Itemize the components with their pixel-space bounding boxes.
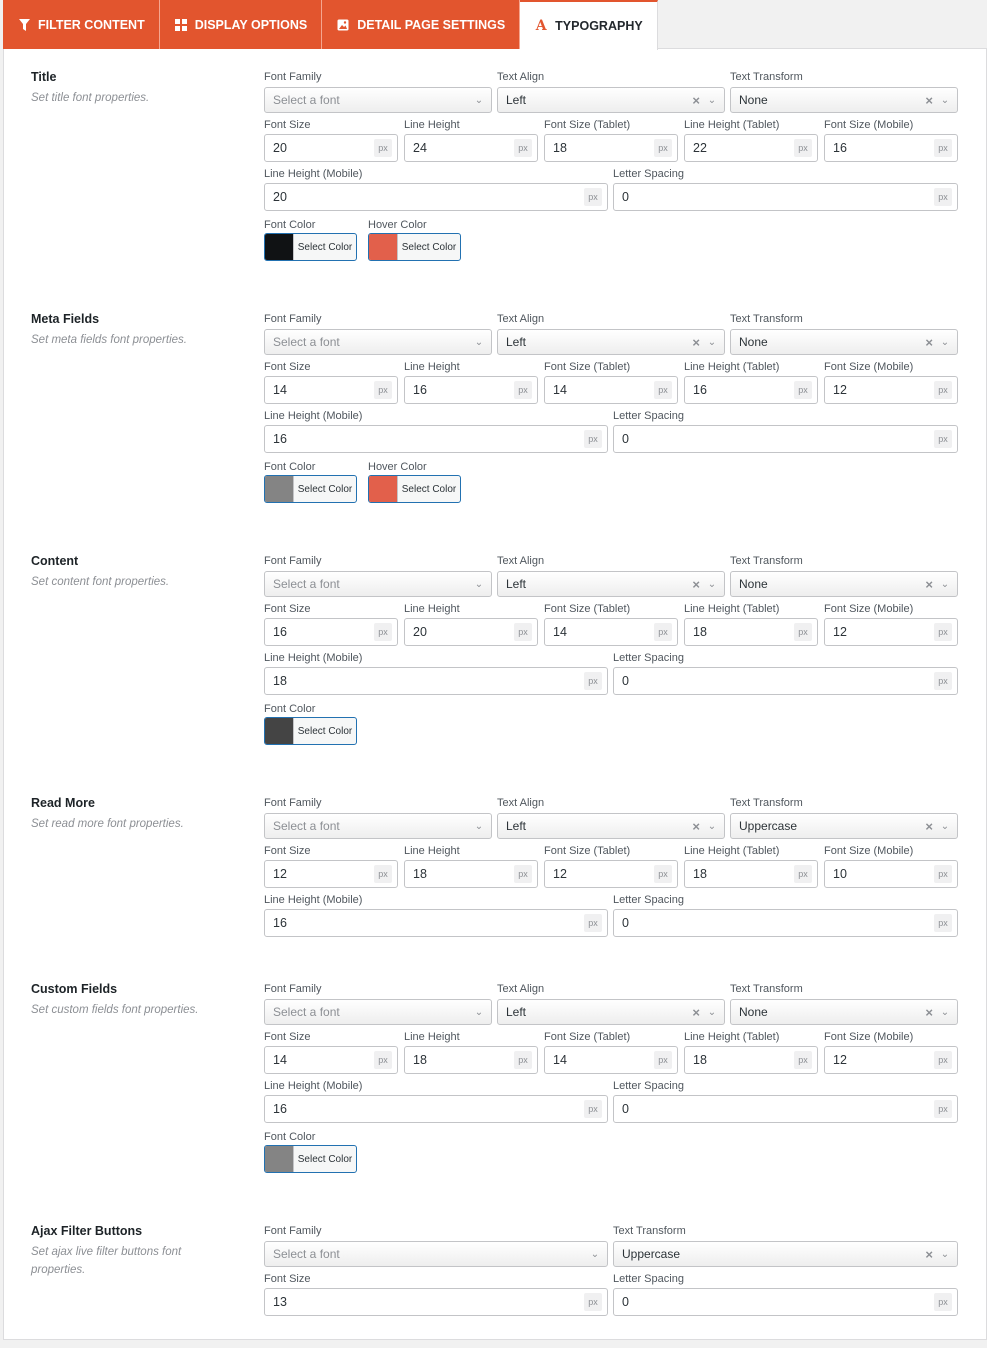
letter-spacing-input[interactable] (613, 425, 958, 453)
line-height-tablet-label: Line Height (Tablet) (684, 119, 780, 131)
chevron-down-icon: ⌄ (940, 94, 950, 106)
field-value: 18 (553, 141, 567, 155)
field-value: Select a font (273, 1005, 340, 1019)
line-height-input[interactable] (404, 376, 538, 404)
field-value: 20 (273, 141, 287, 155)
field-value: Uppercase (622, 1247, 681, 1261)
field-value: None (739, 1005, 768, 1019)
unit-label: px (934, 139, 952, 157)
unit-label: px (374, 1051, 392, 1069)
font-family-select[interactable] (264, 329, 492, 355)
line-height-mobile-input[interactable] (264, 183, 608, 211)
unit-label: px (584, 1100, 602, 1118)
line-height-mobile-input[interactable] (264, 909, 608, 937)
color-swatch (265, 234, 293, 260)
field-value: 22 (693, 141, 707, 155)
unit-label: px (654, 381, 672, 399)
font-family-label: Font Family (264, 313, 322, 325)
line-height-tablet-input[interactable] (684, 134, 818, 162)
text-transform-label: Text Transform (730, 71, 803, 83)
field-value: 16 (273, 625, 287, 639)
section-description: Set content font properties. (31, 576, 170, 588)
section-heading: Custom Fields (31, 982, 118, 996)
line-height-tablet-label: Line Height (Tablet) (684, 845, 780, 857)
text-transform-label: Text Transform (730, 555, 803, 567)
hover-color-picker[interactable] (368, 475, 461, 503)
line-height-tablet-label: Line Height (Tablet) (684, 361, 780, 373)
unit-label: px (654, 865, 672, 883)
text-transform-select[interactable] (730, 87, 958, 113)
clear-icon[interactable]: × (925, 92, 933, 108)
font-size-label: Font Size (264, 845, 311, 857)
letter-spacing-input[interactable] (613, 1095, 958, 1123)
field-value: 0 (622, 1295, 629, 1309)
field-value: 12 (833, 1053, 847, 1067)
select-color-label: Select Color (397, 234, 460, 260)
hover-color-label: Hover Color (368, 461, 427, 473)
line-height-label: Line Height (404, 361, 460, 373)
field-value: 16 (833, 141, 847, 155)
field-value: 14 (553, 383, 567, 397)
field-value: 20 (273, 190, 287, 204)
unit-label: px (934, 623, 952, 641)
letter-spacing-label: Letter Spacing (613, 652, 684, 664)
field-value: Left (506, 93, 527, 107)
font-size-mobile-label: Font Size (Mobile) (824, 119, 914, 131)
text-align-label: Text Align (497, 313, 545, 325)
unit-label: px (374, 623, 392, 641)
font-family-select[interactable] (264, 87, 492, 113)
field-value: 24 (413, 141, 427, 155)
select-color-label: Select Color (293, 476, 356, 502)
unit-label: px (794, 139, 812, 157)
clear-icon[interactable]: × (925, 818, 933, 834)
field-value: Left (506, 819, 527, 833)
unit-label: px (794, 623, 812, 641)
section-description: Set read more font properties. (31, 818, 184, 830)
font-family-label: Font Family (264, 555, 322, 567)
section-heading: Ajax Filter Buttons (31, 1224, 143, 1238)
clear-icon[interactable]: × (692, 334, 700, 350)
chevron-down-icon: ⌄ (474, 336, 484, 348)
field-value: 18 (693, 867, 707, 881)
field-value: Select a font (273, 1247, 340, 1261)
font-size-input[interactable] (264, 618, 398, 646)
color-swatch (369, 476, 397, 502)
unit-label: px (584, 1293, 602, 1311)
section-content (31, 554, 958, 754)
line-height-mobile-label: Line Height (Mobile) (264, 168, 363, 180)
grid-icon (174, 18, 188, 32)
unit-label: px (794, 1051, 812, 1069)
field-value: 16 (693, 383, 707, 397)
font-family-select[interactable] (264, 999, 492, 1025)
field-value: 0 (622, 674, 629, 688)
font-size-mobile-label: Font Size (Mobile) (824, 603, 914, 615)
font-color-picker[interactable] (264, 717, 357, 745)
font-size-input[interactable] (264, 376, 398, 404)
section-meta-fields (31, 312, 958, 512)
font-size-input[interactable] (264, 860, 398, 888)
chevron-down-icon: ⌄ (940, 820, 950, 832)
chevron-down-icon: ⌄ (707, 94, 717, 106)
font-size-label: Font Size (264, 603, 311, 615)
font-size-mobile-label: Font Size (Mobile) (824, 361, 914, 373)
letter-spacing-input[interactable] (613, 183, 958, 211)
unit-label: px (934, 914, 952, 932)
text-transform-select[interactable] (730, 813, 958, 839)
text-transform-label: Text Transform (730, 983, 803, 995)
tab-filter-content[interactable] (3, 0, 160, 49)
unit-label: px (584, 672, 602, 690)
tab-typography[interactable] (520, 0, 658, 50)
field-value: 16 (273, 916, 287, 930)
font-size-tablet-input[interactable] (544, 1046, 678, 1074)
unit-label: px (794, 381, 812, 399)
font-size-input[interactable] (264, 1046, 398, 1074)
select-color-label: Select Color (293, 1146, 356, 1172)
unit-label: px (934, 865, 952, 883)
font-size-label: Font Size (264, 1031, 311, 1043)
field-value: 14 (273, 1053, 287, 1067)
line-height-tablet-input[interactable] (684, 618, 818, 646)
font-size-tablet-input[interactable] (544, 134, 678, 162)
select-color-label: Select Color (293, 718, 356, 744)
field-value: 0 (622, 432, 629, 446)
letter-spacing-input[interactable] (613, 667, 958, 695)
settings-tabs (3, 0, 987, 49)
clear-icon[interactable]: × (692, 92, 700, 108)
field-value: 14 (553, 1053, 567, 1067)
field-value: 18 (273, 674, 287, 688)
field-value: 14 (553, 625, 567, 639)
field-value: 12 (553, 867, 567, 881)
font-size-label: Font Size (264, 119, 311, 131)
field-value: Select a font (273, 577, 340, 591)
font-size-tablet-label: Font Size (Tablet) (544, 119, 631, 131)
line-height-input[interactable] (404, 860, 538, 888)
clear-icon[interactable]: × (692, 576, 700, 592)
font-family-select[interactable] (264, 571, 492, 597)
color-swatch (265, 476, 293, 502)
chevron-down-icon: ⌄ (707, 578, 717, 590)
text-align-select[interactable] (497, 329, 725, 355)
clear-icon[interactable]: × (925, 334, 933, 350)
line-height-mobile-input[interactable] (264, 1095, 608, 1123)
font-color-label: Font Color (264, 703, 316, 715)
section-heading: Meta Fields (31, 312, 100, 326)
section-description: Set ajax live filter buttons font properties. (31, 1246, 182, 1276)
line-height-mobile-label: Line Height (Mobile) (264, 410, 363, 422)
section-heading: Read More (31, 796, 95, 810)
line-height-tablet-label: Line Height (Tablet) (684, 603, 780, 615)
text-align-select[interactable] (497, 813, 725, 839)
field-value: 10 (833, 867, 847, 881)
font-size-mobile-input[interactable] (824, 618, 958, 646)
unit-label: px (934, 1100, 952, 1118)
line-height-mobile-label: Line Height (Mobile) (264, 1080, 363, 1092)
color-swatch (265, 1146, 293, 1172)
unit-label: px (934, 1051, 952, 1069)
font-color-picker[interactable] (264, 475, 357, 503)
field-value: Select a font (273, 819, 340, 833)
filter-icon (17, 18, 31, 32)
letter-spacing-label: Letter Spacing (613, 410, 684, 422)
chevron-down-icon: ⌄ (707, 336, 717, 348)
clear-icon[interactable]: × (925, 576, 933, 592)
field-value: Select a font (273, 335, 340, 349)
field-value: 20 (413, 625, 427, 639)
font-family-label: Font Family (264, 71, 322, 83)
section-title (31, 70, 958, 270)
unit-label: px (374, 381, 392, 399)
font-family-select[interactable] (264, 1241, 608, 1267)
font-family-label: Font Family (264, 1225, 322, 1237)
unit-label: px (584, 188, 602, 206)
field-value: 14 (273, 383, 287, 397)
unit-label: px (514, 139, 532, 157)
field-value: 0 (622, 1102, 629, 1116)
select-color-label: Select Color (397, 476, 460, 502)
field-value: 0 (622, 190, 629, 204)
clear-icon[interactable]: × (925, 1004, 933, 1020)
tab-label: TYPOGRAPHY (555, 19, 643, 33)
unit-label: px (934, 381, 952, 399)
line-height-mobile-input[interactable] (264, 425, 608, 453)
chevron-down-icon: ⌄ (474, 1006, 484, 1018)
field-value: 16 (273, 432, 287, 446)
text-transform-label: Text Transform (730, 797, 803, 809)
font-size-mobile-input[interactable] (824, 860, 958, 888)
section-read-more (31, 796, 958, 946)
text-align-select[interactable] (497, 87, 725, 113)
font-color-label: Font Color (264, 219, 316, 231)
font-size-mobile-input[interactable] (824, 134, 958, 162)
chevron-down-icon: ⌄ (940, 578, 950, 590)
font-size-mobile-input[interactable] (824, 1046, 958, 1074)
font-size-label: Font Size (264, 361, 311, 373)
field-value: 0 (622, 916, 629, 930)
line-height-input[interactable] (404, 618, 538, 646)
font-size-tablet-label: Font Size (Tablet) (544, 361, 631, 373)
field-value: Uppercase (739, 819, 798, 833)
clear-icon[interactable]: × (692, 818, 700, 834)
font-family-select[interactable] (264, 813, 492, 839)
text-align-select[interactable] (497, 999, 725, 1025)
font-size-tablet-input[interactable] (544, 376, 678, 404)
tab-label: FILTER CONTENT (38, 17, 145, 32)
font-size-mobile-label: Font Size (Mobile) (824, 1031, 914, 1043)
line-height-label: Line Height (404, 119, 460, 131)
field-value: 12 (833, 625, 847, 639)
section-heading: Content (31, 554, 79, 568)
line-height-label: Line Height (404, 845, 460, 857)
font-size-label: Font Size (264, 1273, 311, 1285)
section-description: Set title font properties. (31, 92, 150, 104)
section-ajax-filter-buttons (31, 1224, 958, 1324)
color-swatch (265, 718, 293, 744)
chevron-down-icon: ⌄ (474, 94, 484, 106)
line-height-input[interactable] (404, 1046, 538, 1074)
line-height-tablet-label: Line Height (Tablet) (684, 1031, 780, 1043)
chevron-down-icon: ⌄ (707, 820, 717, 832)
font-color-label: Font Color (264, 461, 316, 473)
section-custom-fields (31, 982, 958, 1182)
unit-label: px (584, 430, 602, 448)
chevron-down-icon: ⌄ (940, 1006, 950, 1018)
color-swatch (369, 234, 397, 260)
hover-color-picker[interactable] (368, 233, 461, 261)
line-height-input[interactable] (404, 134, 538, 162)
unit-label: px (514, 381, 532, 399)
field-value: None (739, 93, 768, 107)
letter-spacing-input[interactable] (613, 1288, 958, 1316)
font-color-label: Font Color (264, 1131, 316, 1143)
font-size-tablet-label: Font Size (Tablet) (544, 845, 631, 857)
text-transform-select[interactable] (730, 329, 958, 355)
line-height-label: Line Height (404, 1031, 460, 1043)
text-transform-label: Text Transform (613, 1225, 686, 1237)
field-value: 16 (413, 383, 427, 397)
line-height-tablet-input[interactable] (684, 376, 818, 404)
unit-label: px (374, 139, 392, 157)
font-size-tablet-input[interactable] (544, 860, 678, 888)
text-align-label: Text Align (497, 555, 545, 567)
text-transform-label: Text Transform (730, 313, 803, 325)
field-value: None (739, 335, 768, 349)
unit-label: px (654, 1051, 672, 1069)
field-value: 18 (413, 867, 427, 881)
field-value: None (739, 577, 768, 591)
font-color-picker[interactable] (264, 233, 357, 261)
text-align-label: Text Align (497, 71, 545, 83)
unit-label: px (584, 914, 602, 932)
field-value: Left (506, 335, 527, 349)
unit-label: px (654, 139, 672, 157)
font-family-label: Font Family (264, 797, 322, 809)
unit-label: px (794, 865, 812, 883)
line-height-label: Line Height (404, 603, 460, 615)
text-align-label: Text Align (497, 983, 545, 995)
field-value: Select a font (273, 93, 340, 107)
tab-display-options[interactable] (160, 0, 323, 49)
field-value: Left (506, 1005, 527, 1019)
letter-spacing-label: Letter Spacing (613, 1080, 684, 1092)
section-description: Set meta fields font properties. (31, 334, 187, 346)
line-height-tablet-input[interactable] (684, 860, 818, 888)
font-size-tablet-label: Font Size (Tablet) (544, 603, 631, 615)
typography-icon: A (535, 18, 547, 34)
unit-label: px (934, 672, 952, 690)
tab-detail-page-settings[interactable] (322, 0, 520, 49)
field-value: 18 (693, 1053, 707, 1067)
font-size-input[interactable] (264, 1288, 608, 1316)
unit-label: px (654, 623, 672, 641)
text-align-select[interactable] (497, 571, 725, 597)
text-transform-select[interactable] (730, 999, 958, 1025)
unit-label: px (514, 1051, 532, 1069)
letter-spacing-label: Letter Spacing (613, 894, 684, 906)
field-value: 13 (273, 1295, 287, 1309)
field-value: Left (506, 577, 527, 591)
line-height-tablet-input[interactable] (684, 1046, 818, 1074)
chevron-down-icon: ⌄ (707, 1006, 717, 1018)
clear-icon[interactable]: × (925, 1246, 933, 1262)
unit-label: px (514, 865, 532, 883)
hover-color-label: Hover Color (368, 219, 427, 231)
chevron-down-icon: ⌄ (590, 1248, 600, 1260)
clear-icon[interactable]: × (692, 1004, 700, 1020)
field-value: 18 (693, 625, 707, 639)
image-icon (336, 18, 350, 32)
unit-label: px (934, 188, 952, 206)
letter-spacing-label: Letter Spacing (613, 1273, 684, 1285)
section-description: Set custom fields font properties. (31, 1004, 199, 1016)
field-value: 12 (273, 867, 287, 881)
font-family-label: Font Family (264, 983, 322, 995)
tab-label: DETAIL PAGE SETTINGS (357, 17, 506, 32)
font-size-tablet-input[interactable] (544, 618, 678, 646)
tab-label: DISPLAY OPTIONS (194, 17, 308, 32)
field-value: 18 (413, 1053, 427, 1067)
text-transform-select[interactable] (613, 1241, 958, 1267)
letter-spacing-input[interactable] (613, 909, 958, 937)
field-value: 16 (273, 1102, 287, 1116)
font-size-mobile-label: Font Size (Mobile) (824, 845, 914, 857)
chevron-down-icon: ⌄ (940, 1248, 950, 1260)
font-size-input[interactable] (264, 134, 398, 162)
unit-label: px (934, 430, 952, 448)
text-align-label: Text Align (497, 797, 545, 809)
letter-spacing-label: Letter Spacing (613, 168, 684, 180)
font-color-picker[interactable] (264, 1145, 357, 1173)
field-value: 12 (833, 383, 847, 397)
select-color-label: Select Color (293, 234, 356, 260)
chevron-down-icon: ⌄ (474, 578, 484, 590)
unit-label: px (374, 865, 392, 883)
chevron-down-icon: ⌄ (474, 820, 484, 832)
chevron-down-icon: ⌄ (940, 336, 950, 348)
unit-label: px (514, 623, 532, 641)
font-size-tablet-label: Font Size (Tablet) (544, 1031, 631, 1043)
section-heading: Title (31, 70, 57, 84)
unit-label: px (934, 1293, 952, 1311)
line-height-mobile-input[interactable] (264, 667, 608, 695)
font-size-mobile-input[interactable] (824, 376, 958, 404)
text-transform-select[interactable] (730, 571, 958, 597)
line-height-mobile-label: Line Height (Mobile) (264, 894, 363, 906)
line-height-mobile-label: Line Height (Mobile) (264, 652, 363, 664)
